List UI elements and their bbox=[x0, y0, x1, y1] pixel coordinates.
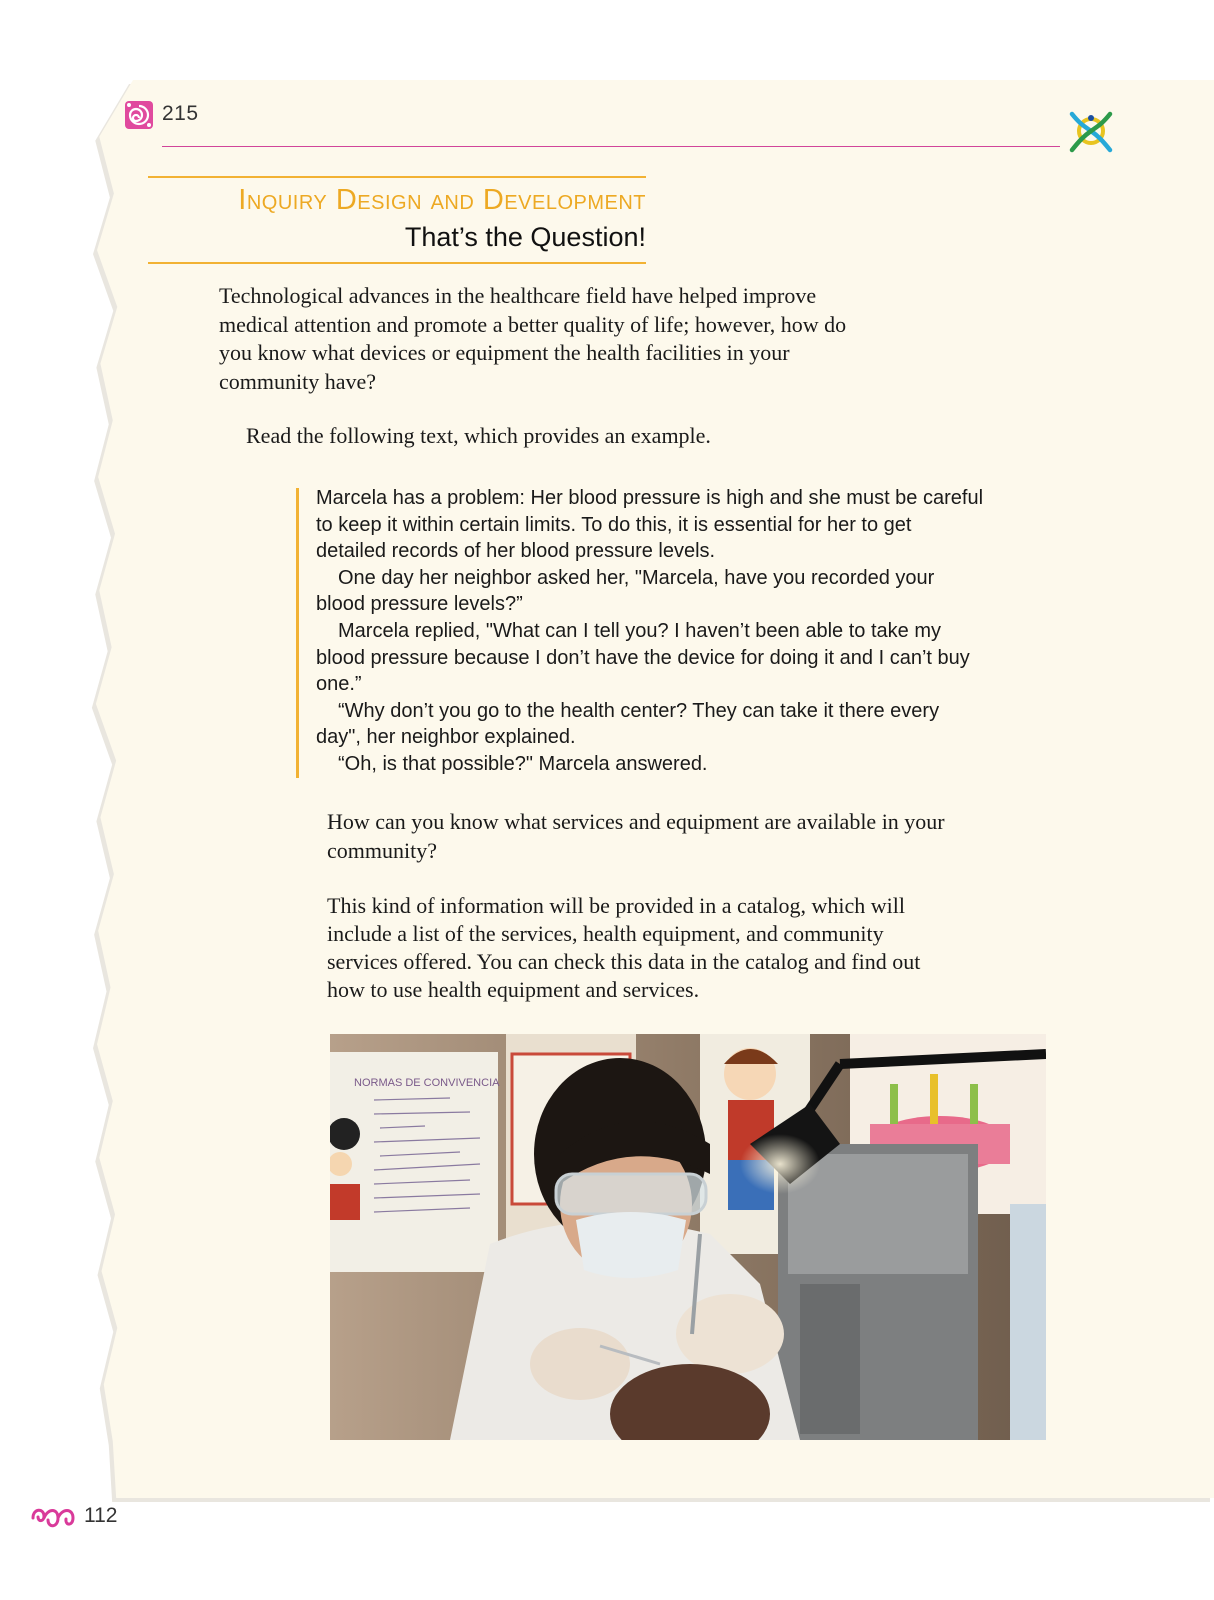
people-circle-logo-icon bbox=[1066, 106, 1116, 156]
read-instruction: Read the following text, which provides an example. bbox=[246, 423, 711, 448]
intro-paragraph: Technological advances in the healthcare field have helped improve medical attention and promote a better quality of life; however, how do you know what devices or equipment the health facilities in your community have? bbox=[219, 283, 847, 394]
section-subtitle: That’s the Question! bbox=[404, 222, 646, 252]
header-rule bbox=[162, 146, 1060, 147]
page-number-top: 215 bbox=[162, 102, 199, 125]
page-number-bottom: 112 bbox=[84, 1504, 118, 1527]
swirl-ornament-icon bbox=[30, 1504, 76, 1532]
story-accent-bar bbox=[296, 488, 299, 778]
story-text bbox=[316, 485, 986, 778]
catalog-paragraph: This kind of information will be provided in a catalog, which will include a list of the services, health equipment, and community services offered. You can check this data in the catalog and find out how to use health equipment and services. bbox=[327, 893, 921, 1002]
story-paragraph: Marcela replied, "What can I tell you? I haven’t been able to take my blood pressure because I don’t have the device for doing it and I can’t buy one.” bbox=[316, 619, 970, 696]
story-paragraph: One day her neighbor asked her, "Marcela, have you recorded your blood pressure levels?” bbox=[316, 566, 935, 616]
dentist-photo bbox=[330, 1034, 1046, 1440]
dentist-photo-illustration bbox=[330, 1034, 1046, 1440]
poster-heading: NORMAS DE CONVIVENCIA bbox=[354, 1077, 500, 1089]
wall-poster bbox=[330, 1052, 500, 1272]
story-paragraph: “Why don’t you go to the health center? They can take it there every day", her neighbor explained. bbox=[316, 699, 940, 749]
story-paragraph: “Oh, is that possible?" Marcela answered. bbox=[338, 752, 708, 775]
section-title: Inquiry Design and Development bbox=[238, 184, 646, 216]
spiral-logo-icon bbox=[124, 100, 154, 130]
question-paragraph: How can you know what services and equipment are available in your community? bbox=[327, 809, 945, 863]
story-paragraph: Marcela has a problem: Her blood pressure is high and she must be careful to keep it within certain limits. To do this, it is essential for her to get detailed records of her blood pressure levels. bbox=[316, 487, 984, 563]
